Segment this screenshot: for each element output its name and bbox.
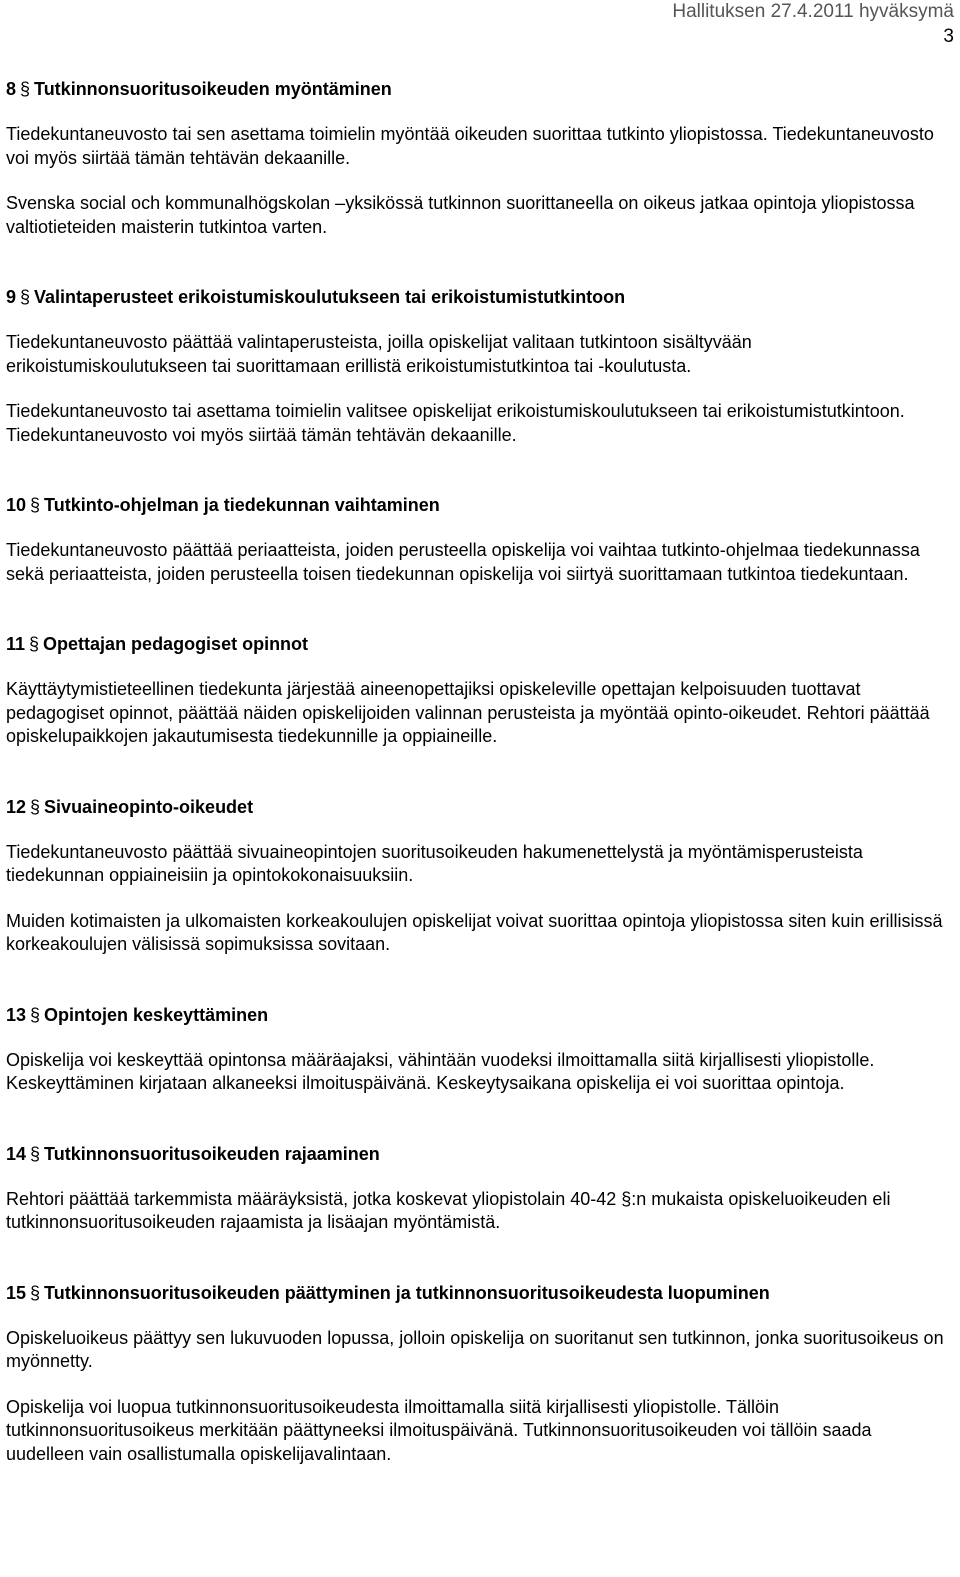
- section-heading: Tutkinnonsuoritusoikeuden rajaaminen: [44, 1143, 380, 1164]
- section-10: [6, 493, 946, 586]
- paragraph: Opiskelija voi keskeyttää opintonsa määräajaksi, vähintään vuodeksi ilmoittamalla siitä kirjallisesti yliopistolle. Keskeyttäminen kirjataan alkaneeksi ilmoituspäivänä. Keskeytysaikana opiskelija ei voi suorittaa opintoja.: [6, 1049, 875, 1093]
- section-number: 8: [6, 79, 17, 99]
- section-number: 15: [6, 1282, 27, 1303]
- section-title: [6, 1003, 946, 1027]
- section-title: [6, 1281, 946, 1305]
- paragraph: Tiedekuntaneuvosto päättää periaatteista, joiden perusteella opiskelija voi vaihtaa tutkinto-ohjelmaa tiedekunnassa sekä periaatteista, joiden perusteella toisen tiedekunnan opiskelija voi siirtyä suorittamaan tutkintoa tiedekuntaan.: [6, 540, 920, 584]
- section-number: 12: [6, 796, 27, 817]
- paragraph: Tiedekuntaneuvosto tai asettama toimielin valitsee opiskelijat erikoistumiskoulutukseen tai erikoistumistutkintoon. Tiedekuntaneuvosto voi myös siirtää tämän tehtävän dekaanille.: [6, 401, 905, 445]
- section-title: [6, 493, 946, 517]
- section-title: [6, 795, 946, 819]
- paragraph: Opiskeluoikeus päättyy sen lukuvuoden lopussa, jolloin opiskelija on suoritanut sen tutkinnon, jonka suoritusoikeus on myönnetty.: [6, 1327, 944, 1371]
- section-sign: §: [30, 495, 41, 515]
- section-sign: §: [29, 634, 40, 654]
- document-body: [6, 77, 946, 1512]
- section-heading: Tutkinto-ohjelman ja tiedekunnan vaihtaminen: [44, 495, 440, 515]
- paragraph: Tiedekuntaneuvosto tai sen asettama toimielin myöntää oikeuden suorittaa tutkinto yliopistossa. Tiedekuntaneuvosto voi myös siirtää tämän tehtävän dekaanille.: [6, 124, 934, 168]
- section-sign: §: [30, 1143, 41, 1164]
- paragraph: Tiedekuntaneuvosto päättää sivuaineopintojen suoritusoikeuden hakumenettelystä ja myöntämisperusteista tiedekunnan oppiaineisiin ja opintokokonaisuuksiin.: [6, 841, 863, 885]
- section-15: [6, 1281, 946, 1467]
- section-8: [6, 77, 946, 239]
- section-sign: §: [20, 287, 31, 307]
- section-sign: §: [30, 796, 41, 817]
- section-11: [6, 632, 946, 749]
- section-heading: Opintojen keskeyttäminen: [44, 1004, 269, 1025]
- section-number: 13: [6, 1004, 27, 1025]
- section-heading: Opettajan pedagogiset opinnot: [43, 634, 309, 654]
- section-title: [6, 1142, 946, 1166]
- paragraph: Rehtori päättää tarkemmista määräyksistä, jotka koskevat yliopistolain 40-42 §:n mukaista opiskeluoikeuden eli tutkinnonsuoritusoikeuden rajaamista ja lisäajan myöntämistä.: [6, 1188, 891, 1232]
- section-heading: Tutkinnonsuoritusoikeuden päättyminen ja tutkinnonsuoritusoikeudesta luopuminen: [44, 1282, 770, 1303]
- section-sign: §: [30, 1282, 41, 1303]
- section-number: 14: [6, 1143, 27, 1164]
- section-9: [6, 285, 946, 447]
- paragraph: Tiedekuntaneuvosto päättää valintaperusteista, joilla opiskelijat valitaan tutkintoon sisältyvään erikoistumiskoulutukseen tai suorittamaan erillistä erikoistumistutkintoa tai -koulutusta.: [6, 332, 752, 376]
- section-title: [6, 632, 946, 656]
- section-sign: §: [20, 79, 31, 99]
- section-12: [6, 795, 946, 957]
- paragraph: Käyttäytymistieteellinen tiedekunta järjestää aineenopettajiksi opiskeleville opettajan kelpoisuuden tuottavat pedagogiset opinnot, päättää näiden opiskelijoiden valinnan perusteista ja myöntää opinto-oikeudet. Rehtori päättää opiskelupaikkojen jakautumisesta tiedekunnille ja oppiaineille.: [6, 679, 930, 746]
- paragraph: Muiden kotimaisten ja ulkomaisten korkeakoulujen opiskelijat voivat suorittaa opintoja yliopistossa siten kuin erillisissä korkeakoulujen välisissä sopimuksissa sovitaan.: [6, 910, 943, 954]
- section-title: [6, 77, 946, 101]
- page-number: 3: [943, 26, 954, 47]
- header-note: Hallituksen 27.4.2011 hyväksymä: [672, 1, 954, 22]
- section-title: [6, 285, 946, 309]
- section-13: [6, 1003, 946, 1096]
- section-heading: Valintaperusteet erikoistumiskoulutukseen tai erikoistumistutkintoon: [34, 287, 626, 307]
- section-number: 9: [6, 287, 17, 307]
- section-number: 11: [6, 634, 26, 654]
- section-14: [6, 1142, 946, 1235]
- section-number: 10: [6, 495, 27, 515]
- section-heading: Sivuaineopinto-oikeudet: [44, 796, 254, 817]
- section-heading: Tutkinnonsuoritusoikeuden myöntäminen: [34, 79, 392, 99]
- paragraph: Opiskelija voi luopua tutkinnonsuoritusoikeudesta ilmoittamalla siitä kirjallisesti yliopistolle. Tällöin tutkinnonsuoritusoikeus merkitään päättyneeksi ilmoituspäivänä. Tutkinnonsuoritusoikeuden voi tällöin saada uudelleen vain osallistumalla opiskelijavalintaan.: [6, 1396, 872, 1464]
- paragraph: Svenska social och kommunalhögskolan –yksikössä tutkinnon suorittaneella on oikeus jatkaa opintoja yliopistossa valtiotieteiden maisterin tutkintoa varten.: [6, 193, 915, 237]
- section-sign: §: [30, 1004, 41, 1025]
